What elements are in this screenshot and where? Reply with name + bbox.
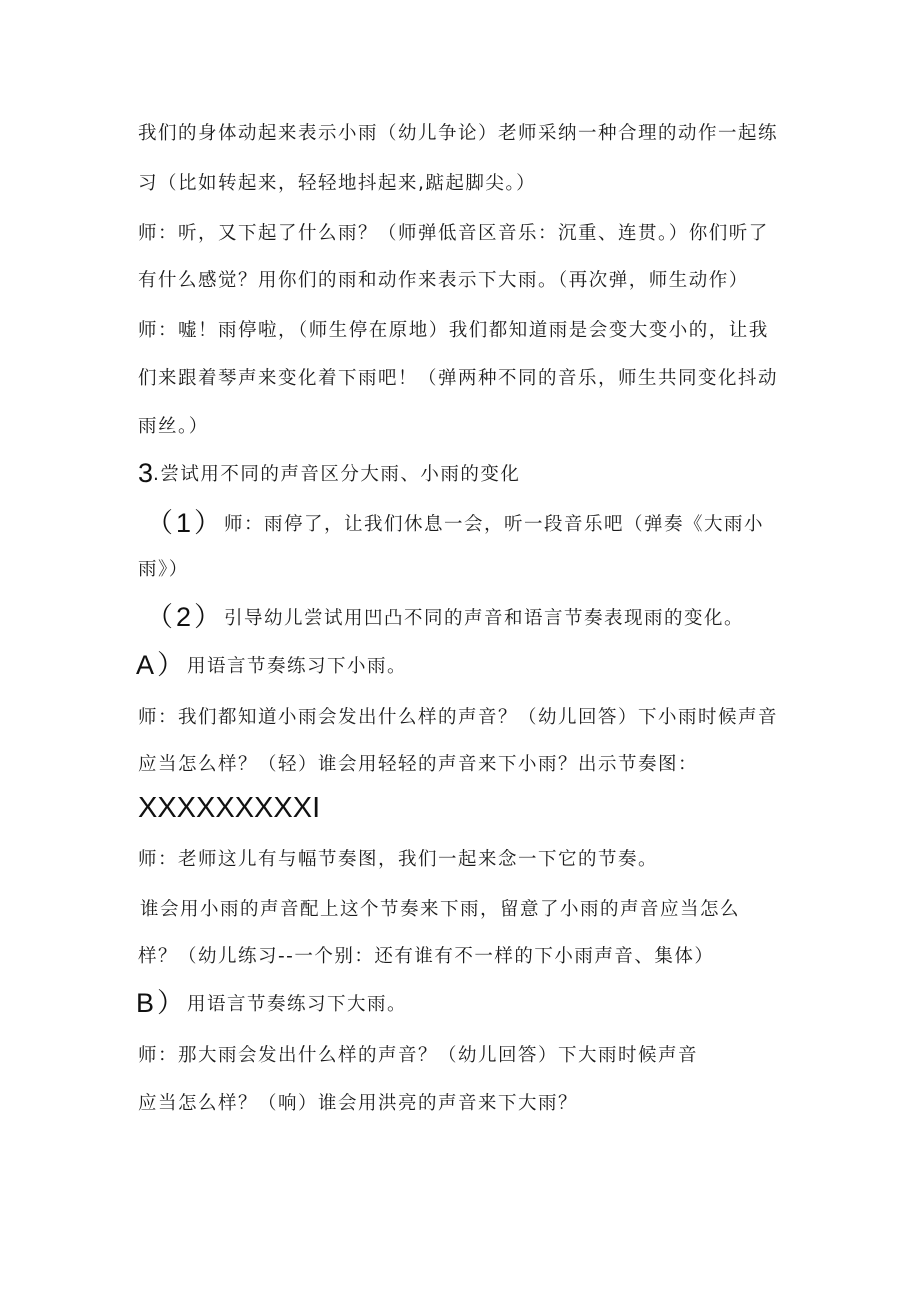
list-item-1 <box>146 510 764 538</box>
paragraph-line: 样？（幼儿练习--一个别：还有谁有不一样的下小雨声音、集体） <box>138 946 715 967</box>
list-marker: （1） <box>146 508 225 538</box>
list-item-2 <box>146 604 744 632</box>
paragraph-line: 师：听，又下起了什么雨？（师弹低音区音乐：沉重、连贯。）你们听了 <box>138 223 769 244</box>
paragraph-line: 有什么感觉？用你们的雨和动作来表示下大雨。（再次弹，师生动作） <box>138 270 749 291</box>
list-item-a <box>136 652 407 680</box>
section-title: .尝试用不同的声音区分大雨、小雨的变化 <box>153 464 521 485</box>
paragraph-line: 我们的身体动起来表示小雨（幼儿争论）老师采纳一种合理的动作一起练 <box>138 123 779 144</box>
paragraph-line: 应当怎么样？（轻）谁会用轻轻的声音来下小雨？出示节奏图： <box>138 754 699 775</box>
paragraph-line: 雨》） <box>138 559 189 580</box>
list-item-b <box>136 990 407 1018</box>
paragraph-line: 雨丝。） <box>138 416 209 437</box>
list-item-text: 师：雨停了，让我们休息一会，听一段音乐吧（弹奏《大雨小 <box>224 514 765 535</box>
paragraph-line: 师：我们都知道小雨会发出什么样的声音？（幼儿回答）下小雨时候声音 <box>138 707 779 728</box>
list-marker: B） <box>136 988 188 1018</box>
list-item-text: 用语言节奏练习下小雨。 <box>187 656 408 677</box>
list-marker: （2） <box>146 602 225 632</box>
list-item-text: 引导幼儿尝试用凹凸不同的声音和语言节奏表现雨的变化。 <box>224 608 745 629</box>
list-item-text: 用语言节奏练习下大雨。 <box>187 994 408 1015</box>
rhythm-pattern: XXXXXXXXXI <box>138 792 321 824</box>
paragraph-line: 习（比如转起来，轻轻地抖起来,踮起脚尖。） <box>138 173 537 194</box>
paragraph-line: 们来跟着琴声来变化着下雨吧！（弹两种不同的音乐，师生共同变化抖动 <box>138 368 779 389</box>
paragraph-line: 师：老师这儿有与幅节奏图，我们一起来念一下它的节奏。 <box>138 849 659 870</box>
paragraph-line: 应当怎么样？（响）谁会用洪亮的声音来下大雨？ <box>138 1093 579 1114</box>
paragraph-line: 谁会用小雨的声音配上这个节奏来下雨，留意了小雨的声音应当怎么 <box>140 899 741 920</box>
list-marker: A） <box>136 650 188 680</box>
paragraph-line: 师：那大雨会发出什么样的声音？（幼儿回答）下大雨时候声音 <box>138 1045 699 1066</box>
section-heading-3 <box>138 460 520 488</box>
paragraph-line: 师：嘘！雨停啦，（师生停在原地）我们都知道雨是会变大变小的，让我 <box>138 320 769 341</box>
section-number: 3 <box>138 458 154 488</box>
